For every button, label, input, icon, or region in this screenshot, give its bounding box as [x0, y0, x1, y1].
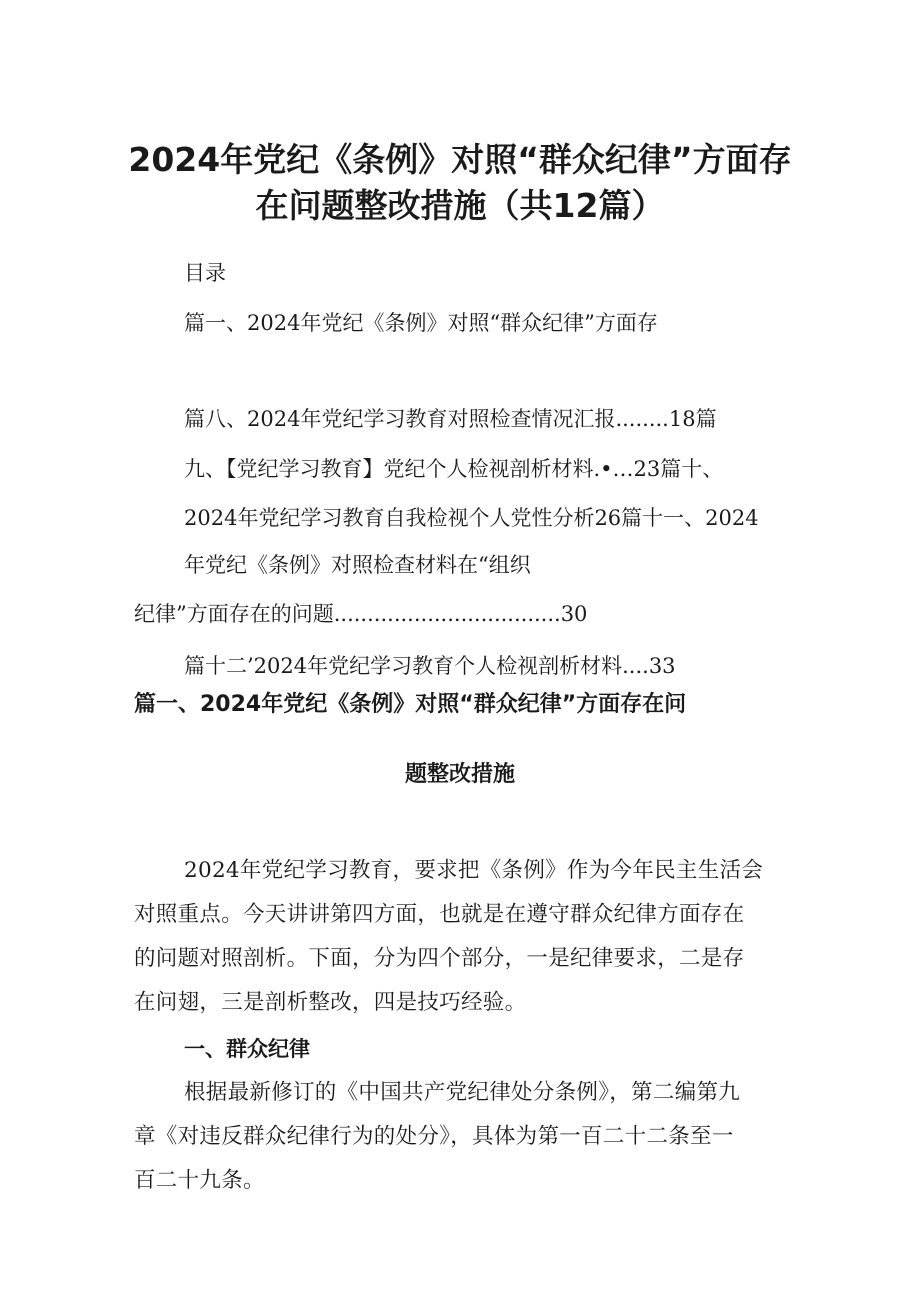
toc-line: 纪律”方面存在的问题..................................30	[134, 602, 588, 626]
paragraph-line: 的问题对照剖析。下面，分为四个部分，一是纪律要求，二是存	[134, 946, 745, 971]
section-heading-line-1: 篇一、2024年党纪《条例》对照“群众纪律”方面存在问	[134, 692, 687, 717]
paragraph-line: 百二十九条。	[134, 1168, 265, 1193]
toc-line: 年党纪《条例》对照检查材料在“组织	[184, 553, 531, 577]
section-heading-line-2: 题整改措施	[404, 762, 515, 787]
toc-line: 2024年党纪学习教育自我检视个人党性分析26篇十一、2024	[184, 506, 759, 530]
toc-line: 篇八、2024年党纪学习教育对照检查情况汇报........18篇	[184, 407, 717, 431]
toc-label: 目录	[184, 261, 226, 285]
document-title-line-2: 在问题整改措施（共12篇）	[255, 186, 665, 225]
document-title-line-1: 2024年党纪《条例》对照“群众纪律”方面存	[128, 140, 792, 179]
toc-line: 篇一、2024年党纪《条例》对照“群众纪律”方面存	[184, 311, 658, 335]
paragraph-line: 章《对违反群众纪律行为的处分》，具体为第一百二十二条至一	[134, 1124, 734, 1149]
paragraph-line: 2024年党纪学习教育，要求把《条例》作为今年民主生活会	[184, 858, 764, 883]
paragraph-line: 根据最新修订的《中国共产党纪律处分条例》，第二编第九	[184, 1080, 741, 1105]
toc-line: 篇十二’2024年党纪学习教育个人检视剖析材料....33	[184, 654, 676, 678]
paragraph-line: 对照重点。今天讲讲第四方面，也就是在遵守群众纪律方面存在	[134, 902, 745, 927]
paragraph-line: 在问翅，三是剖析整改，四是技巧经验。	[134, 990, 527, 1015]
subheading: 一、群众纪律	[184, 1037, 310, 1061]
toc-line: 九、【党纪学习教育】党纪个人检视剖析材料.•…23篇十、	[184, 457, 724, 481]
